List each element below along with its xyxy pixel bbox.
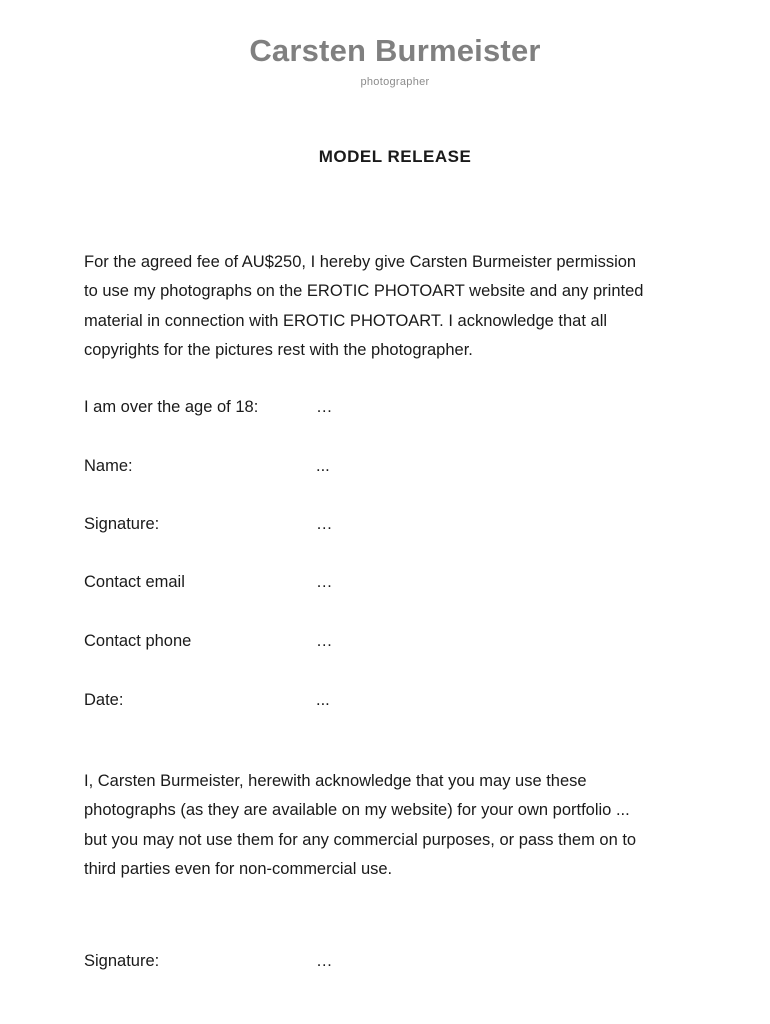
age-confirmation-field [84,398,684,422]
paragraph-line: third parties even for non-commercial use. [84,859,393,878]
photographer-signature-field [84,952,684,976]
paragraph-line: photographs (as they are available on my website) for your own portfolio ... [84,801,630,820]
permission-paragraph [84,248,724,365]
field-value: ... [316,691,330,709]
contact-phone-field [84,632,684,656]
name-field [84,457,684,481]
field-value: … [316,573,333,591]
field-label: Contact phone [84,632,192,650]
paragraph-line: material in connection with EROTIC PHOTOART. I acknowledge that all [84,311,608,330]
field-value: ... [316,457,330,475]
field-value: … [316,632,333,650]
field-label: Signature: [84,952,160,970]
field-value: … [316,515,333,533]
paragraph-line: to use my photographs on the EROTIC PHOTOART website and any printed [84,282,644,301]
date-field [84,691,684,715]
model-signature-field [84,515,684,539]
field-value: … [316,398,333,416]
paragraph-line: but you may not use them for any commercial purposes, or pass them on to [84,830,637,849]
paragraph-line: I, Carsten Burmeister, herewith acknowledge that you may use these [84,772,587,790]
field-label: Date: [84,691,124,709]
photographer-name: Carsten Burmeister [249,33,541,68]
photographer-subtitle: photographer [360,76,430,88]
acknowledgement-paragraph [84,767,724,884]
field-label: Name: [84,457,133,475]
field-label: I am over the age of 18: [84,398,259,416]
paragraph-line: copyrights for the pictures rest with the photographer. [84,340,473,359]
paragraph-line: For the agreed fee of AU$250, I hereby give Carsten Burmeister permission [84,253,637,271]
field-label: Signature: [84,515,160,533]
contact-email-field [84,573,684,597]
field-label: Contact email [84,573,185,591]
document-title: MODEL RELEASE [318,147,472,166]
field-value: … [316,952,333,970]
